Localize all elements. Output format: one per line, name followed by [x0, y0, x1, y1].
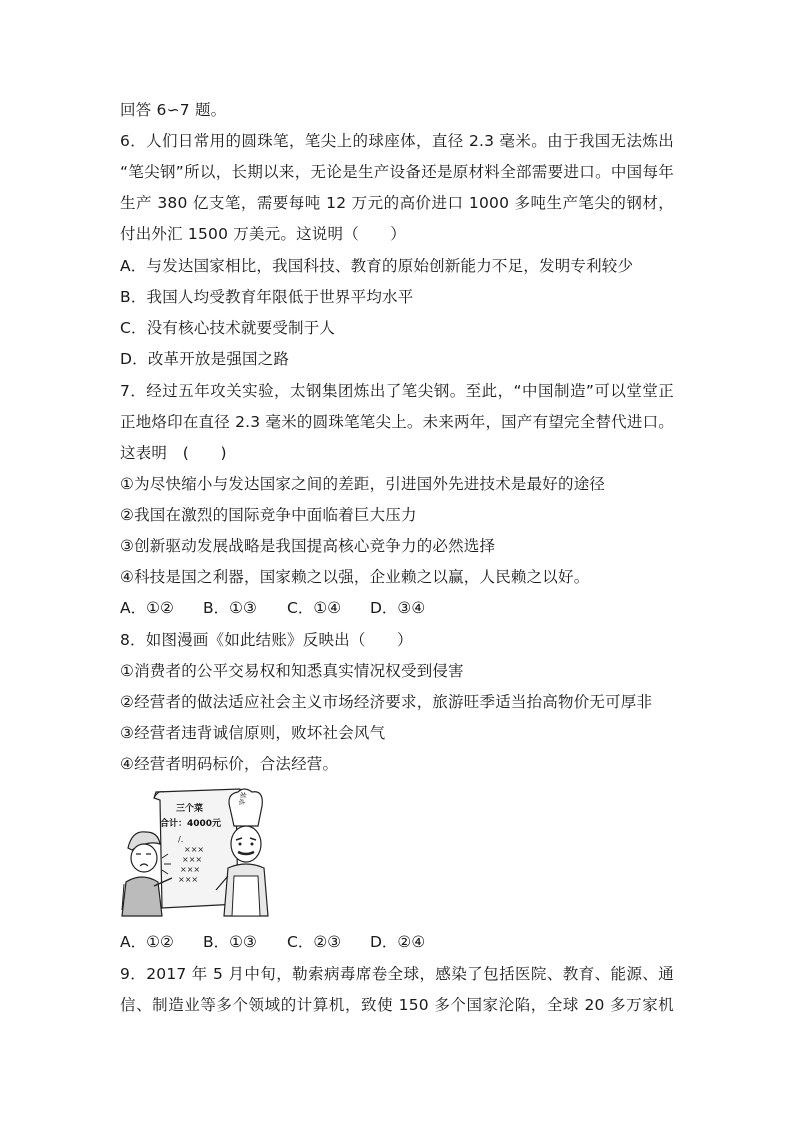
- statement-2: ②我国在激烈的国际竞争中面临着巨大压力: [120, 506, 417, 524]
- option-a: A．①②: [120, 933, 174, 951]
- text-line: “笔尖钢”所以，长期以来，无论是生产设备还是原材料全部需要进口。中国每年: [120, 163, 674, 181]
- chef-hat-text: 宰客: [238, 791, 249, 807]
- text-line: 信、制造业等多个领域的计算机，致使 150 多个国家沦陷，全球 20 多万家机: [120, 996, 674, 1014]
- question-7-stem: 7．经过五年攻关实验，太钢集团炼出了笔尖钢。至此，“中国制造”可以堂堂正: [120, 382, 674, 400]
- option-a: A．①②: [120, 599, 174, 617]
- statement-3: ③创新驱动发展战略是我国提高核心竞争力的必然选择: [120, 537, 496, 555]
- text-line: 正地烙印在直径 2.3 毫米的圆珠笔笔尖上。未来两年，国产有望完全替代进口。: [120, 413, 674, 431]
- option-b: B．①③: [203, 599, 257, 617]
- text-line: 生产 380 亿支笔，需要每吨 12 万元的高价进口 1000 多吨生产笔尖的钢材，: [120, 194, 674, 212]
- text-line: 这表明 ( ): [120, 444, 227, 462]
- text-line: 付出外汇 1500 万美元。这说明（ ）: [120, 225, 407, 243]
- text-line: 回答 6∽7 题。: [120, 101, 227, 119]
- bill-mark: ×××: [184, 845, 205, 854]
- option-b: B．①③: [203, 933, 257, 951]
- statement-4: ④经营者明码标价，合法经营。: [120, 755, 339, 773]
- bill-mark: /.: [178, 835, 184, 844]
- statement-1: ①为尽快缩小与发达国家之间的差距，引进国外先进技术是最好的途径: [120, 475, 606, 493]
- backpack-icon: [122, 877, 162, 916]
- option-d: D．改革开放是强国之路: [120, 350, 290, 368]
- statement-2: ②经营者的做法适应社会主义市场经济要求，旅游旺季适当抬高物价无可厚非: [120, 693, 653, 711]
- bill-mark: ×××: [180, 865, 201, 874]
- statement-1: ①消费者的公平交易权和知悉真实情况权受到侵害: [120, 662, 464, 680]
- question-8-options: [120, 932, 425, 952]
- bill-mark: ×××: [178, 875, 199, 884]
- bill-title: 三个菜: [176, 804, 204, 814]
- option-c: C．①④: [287, 599, 342, 617]
- question-9-stem: 9．2017 年 5 月中旬，勒索病毒席卷全球，感染了包括医院、教育、能源、通: [120, 965, 674, 983]
- statement-4: ④科技是国之利器，国家赖之以强，企业赖之以赢，人民赖之以好。: [120, 568, 590, 586]
- cartoon-illustration: [118, 786, 282, 922]
- option-d: D．③④: [370, 599, 426, 617]
- question-6-stem: 6．人们日常用的圆珠笔，笔尖上的球座体，直径 2.3 毫米。由于我国无法炼出: [120, 132, 674, 150]
- option-a: A．与发达国家相比，我国科技、教育的原始创新能力不足，发明专利较少: [120, 257, 634, 275]
- option-b: B．我国人均受教育年限低于世界平均水平: [120, 288, 414, 306]
- question-7-options: [120, 598, 425, 618]
- bill-total: 合计：4000元: [160, 819, 222, 829]
- option-c: C．没有核心技术就要受制于人: [120, 319, 336, 337]
- statement-3: ③经营者违背诚信原则，败坏社会风气: [120, 724, 386, 742]
- bill-mark: ×××: [182, 855, 203, 864]
- question-8-stem: 8．如图漫画《如此结账》反映出（ ）: [120, 631, 413, 649]
- option-c: C．②③: [287, 933, 342, 951]
- option-d: D．②④: [370, 933, 426, 951]
